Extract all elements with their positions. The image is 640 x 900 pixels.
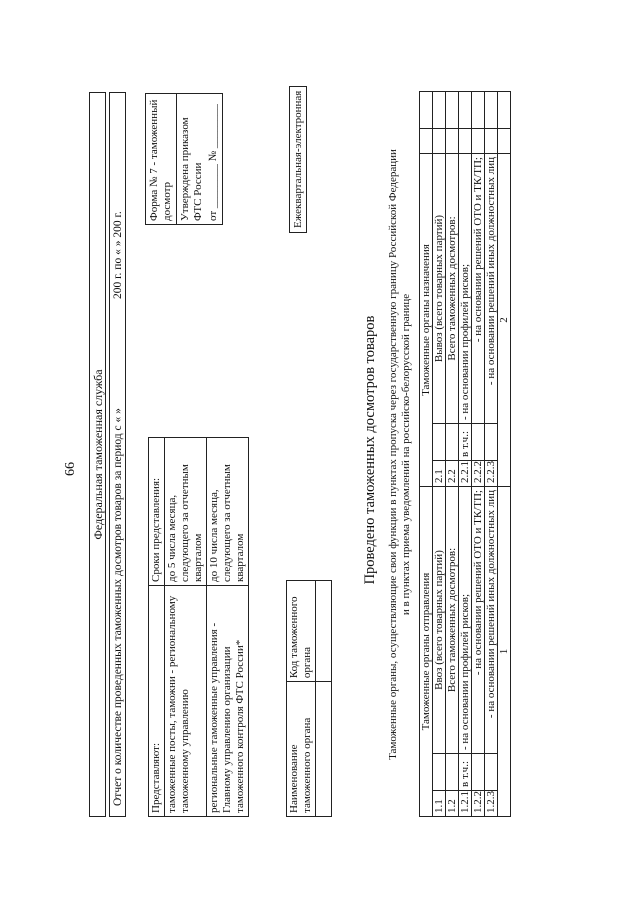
table-row bbox=[446, 92, 459, 817]
blank-cell bbox=[472, 129, 485, 154]
report-title: Отчет о количестве проведенных таможенных досмотров товаров за период с « » bbox=[112, 408, 124, 806]
table-caption bbox=[387, 92, 413, 817]
row-code: 2.2.2 bbox=[472, 461, 485, 487]
agency-title: Федеральная таможенная служба bbox=[89, 92, 106, 817]
form-info-box bbox=[145, 93, 223, 225]
deadline-header: Сроки представления: bbox=[149, 438, 165, 586]
row-prefix bbox=[485, 754, 498, 791]
row-prefix bbox=[433, 754, 446, 791]
row-code: 1.2.2 bbox=[472, 791, 485, 817]
row-label: - на основании решений ОТО и ТК/ТП; bbox=[472, 487, 485, 754]
order-number-line: от ________ № ________ bbox=[207, 104, 219, 221]
row-code: 2.2.3 bbox=[485, 461, 498, 487]
row-label: - на основании профилей рисков; bbox=[459, 154, 472, 424]
table-row bbox=[459, 92, 472, 817]
blank-cell bbox=[433, 129, 446, 154]
inspections-table bbox=[419, 91, 511, 817]
caption-line-1: Таможенные органы, осуществляющие свои функции в пунктах пропуска через государственную границу Российской Федерации bbox=[387, 149, 399, 760]
column-number-2: 2 bbox=[498, 154, 511, 487]
row-prefix bbox=[446, 424, 459, 461]
row-prefix bbox=[433, 424, 446, 461]
report-period-line bbox=[109, 92, 126, 817]
departure-header: Таможенные органы отправления bbox=[420, 487, 433, 817]
row-code: 2.2 bbox=[446, 461, 459, 487]
submitter-cell: региональные таможенные управления - Главному управлению организации таможенного контроля ФТС России* bbox=[207, 586, 249, 817]
row-prefix: в т.ч.: bbox=[459, 424, 472, 461]
blank-cell bbox=[420, 129, 433, 154]
table-row bbox=[472, 92, 485, 817]
submitter-cell: таможенные посты, таможни - региональному таможенному управлению bbox=[165, 586, 207, 817]
blank-cell bbox=[446, 129, 459, 154]
row-code: 2.1 bbox=[433, 461, 446, 487]
row-code: 1.2 bbox=[446, 791, 459, 817]
authority-code-value bbox=[316, 581, 332, 682]
blank-cell bbox=[498, 129, 511, 154]
frequency-badge: Ежеквартальная-электронная bbox=[289, 86, 307, 233]
blank-cell bbox=[459, 92, 472, 129]
deadline-cell: до 10 числа месяца, следующего за отчетным кварталом bbox=[207, 438, 249, 586]
authority-name-header: Наименование таможенного органа bbox=[287, 682, 316, 817]
row-prefix bbox=[485, 424, 498, 461]
authority-name-value bbox=[316, 682, 332, 817]
blank-cell bbox=[485, 129, 498, 154]
row-label: Всего таможенных досмотров: bbox=[446, 487, 459, 754]
blank-cell bbox=[446, 92, 459, 129]
row-code: 2.2.1 bbox=[459, 461, 472, 487]
row-prefix: в т.ч.: bbox=[459, 754, 472, 791]
submission-table bbox=[148, 437, 249, 817]
row-prefix bbox=[446, 754, 459, 791]
submitters-header: Представляют: bbox=[149, 586, 165, 817]
blank-cell bbox=[498, 92, 511, 129]
row-code: 1.1 bbox=[433, 791, 446, 817]
deadline-cell: до 5 числа месяца, следующего за отчетным кварталом bbox=[165, 438, 207, 586]
caption-line-2: и в пунктах приема уведомлений на российско-белорусской границе bbox=[400, 293, 412, 616]
row-label: - на основании решений иных должностных лиц bbox=[485, 154, 498, 424]
destination-header: Таможенные органы назначения bbox=[420, 154, 433, 487]
authority-code-header: Код таможенного органа bbox=[287, 581, 316, 682]
page-number: 66 bbox=[63, 462, 78, 476]
row-label: Ввоз (всего товарных партий) bbox=[433, 487, 446, 754]
row-label: - на основании решений иных должностных лиц bbox=[485, 487, 498, 754]
form-number: Форма № 7 - таможенный досмотр bbox=[148, 94, 177, 224]
customs-authority-table bbox=[286, 580, 332, 817]
blank-cell bbox=[433, 92, 446, 129]
row-label: - на основании профилей рисков; bbox=[459, 487, 472, 754]
row-prefix bbox=[472, 424, 485, 461]
table-row bbox=[485, 92, 498, 817]
period-range: 200 г. по « » 200 г. bbox=[112, 211, 124, 299]
approval-note: Утверждена приказом ФТС России bbox=[179, 117, 204, 221]
column-number-1: 1 bbox=[498, 487, 511, 817]
row-code: 1.2.1 bbox=[459, 791, 472, 817]
row-prefix bbox=[472, 754, 485, 791]
blank-cell bbox=[420, 92, 433, 129]
section-heading: Проведено таможенных досмотров товаров bbox=[362, 315, 378, 585]
row-label: Вывоз (всего товарных партий) bbox=[433, 154, 446, 424]
row-label: - на основании решений ОТО и ТК/ТП; bbox=[472, 154, 485, 424]
row-code: 1.2.3 bbox=[485, 791, 498, 817]
blank-cell bbox=[472, 92, 485, 129]
blank-cell bbox=[485, 92, 498, 129]
blank-cell bbox=[459, 129, 472, 154]
table-row bbox=[433, 92, 446, 817]
column-number-row bbox=[498, 92, 511, 817]
row-label: Всего таможенных досмотров: bbox=[446, 154, 459, 424]
